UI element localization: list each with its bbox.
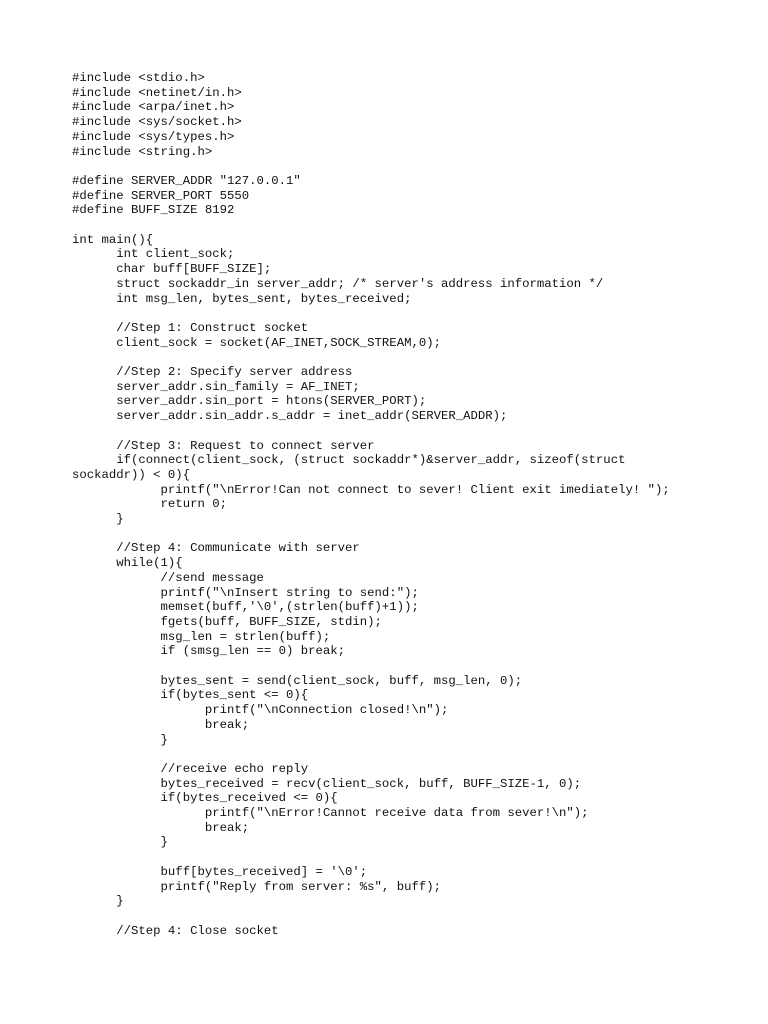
code-line: fgets(buff, BUFF_SIZE, stdin); <box>72 614 382 629</box>
code-line: printf("\nConnection closed!\n"); <box>72 703 449 718</box>
code-line <box>72 659 732 674</box>
code-line: #include <netinet/in.h> <box>72 85 242 100</box>
code-line: } <box>72 835 168 850</box>
code-line: #include <string.h> <box>72 144 213 159</box>
code-line <box>72 306 732 321</box>
code-line <box>72 909 732 924</box>
code-line: struct sockaddr_in server_addr; /* server's address information */ <box>72 276 604 291</box>
source-code-block <box>72 71 732 938</box>
code-line: } <box>72 732 168 747</box>
code-line: client_sock = socket(AF_INET,SOCK_STREAM,0); <box>72 335 441 350</box>
code-line: //Step 2: Specify server address <box>72 365 353 379</box>
code-line <box>72 159 732 174</box>
code-line: int main(){ <box>72 232 154 247</box>
code-line: sockaddr)) < 0){ <box>72 467 191 482</box>
code-line: server_addr.sin_family = AF_INET; <box>72 379 360 394</box>
code-line: #define BUFF_SIZE 8192 <box>72 203 235 218</box>
code-line: int client_sock; <box>72 247 235 262</box>
code-line: printf("\nError!Can not connect to sever! Client exit imediately! "); <box>72 482 670 497</box>
code-line: //send message <box>72 570 264 585</box>
code-line: if(bytes_received <= 0){ <box>72 791 338 806</box>
code-line <box>72 850 732 865</box>
code-line: msg_len = strlen(buff); <box>72 629 331 644</box>
code-line: //receive echo reply <box>72 761 309 776</box>
code-line: #define SERVER_ADDR "127.0.0.1" <box>72 173 301 188</box>
code-line: } <box>72 894 124 909</box>
code-line: #include <sys/socket.h> <box>72 115 242 130</box>
code-line: server_addr.sin_addr.s_addr = inet_addr(SERVER_ADDR); <box>72 409 508 424</box>
code-line: #include <stdio.h> <box>72 71 205 85</box>
code-line: if (smsg_len == 0) break; <box>72 644 346 659</box>
code-line: //Step 1: Construct socket <box>72 320 309 335</box>
code-line: //Step 4: Communicate with server <box>72 541 360 556</box>
code-line: bytes_sent = send(client_sock, buff, msg_len, 0); <box>72 673 523 688</box>
code-line <box>72 747 732 762</box>
code-line: printf("\nInsert string to send:"); <box>72 585 419 600</box>
code-line <box>72 424 732 439</box>
code-line <box>72 218 732 233</box>
code-line: break; <box>72 820 250 835</box>
code-line <box>72 527 732 542</box>
code-line: while(1){ <box>72 556 183 571</box>
code-line: break; <box>72 717 250 732</box>
code-line: int msg_len, bytes_sent, bytes_received; <box>72 291 412 306</box>
code-line <box>72 350 732 365</box>
code-line: } <box>72 512 124 527</box>
code-line: if(bytes_sent <= 0){ <box>72 688 309 703</box>
code-line: printf("Reply from server: %s", buff); <box>72 879 441 894</box>
code-line: printf("\nError!Cannot receive data from sever!\n"); <box>72 806 589 821</box>
code-line: #define SERVER_PORT 5550 <box>72 188 250 203</box>
code-line: //Step 3: Request to connect server <box>72 438 375 453</box>
code-line: #include <arpa/inet.h> <box>72 100 235 115</box>
code-line: if(connect(client_sock, (struct sockaddr*)&server_addr, sizeof(struct <box>72 453 626 468</box>
code-line: return 0; <box>72 497 227 512</box>
code-line: buff[bytes_received] = '\0'; <box>72 864 368 879</box>
code-line: memset(buff,'\0',(strlen(buff)+1)); <box>72 600 419 615</box>
code-line: #include <sys/types.h> <box>72 129 235 144</box>
code-line: //Step 4: Close socket <box>72 923 279 938</box>
code-line: server_addr.sin_port = htons(SERVER_PORT); <box>72 394 427 409</box>
code-line: char buff[BUFF_SIZE]; <box>72 262 272 277</box>
code-line: bytes_received = recv(client_sock, buff, BUFF_SIZE-1, 0); <box>72 776 582 791</box>
